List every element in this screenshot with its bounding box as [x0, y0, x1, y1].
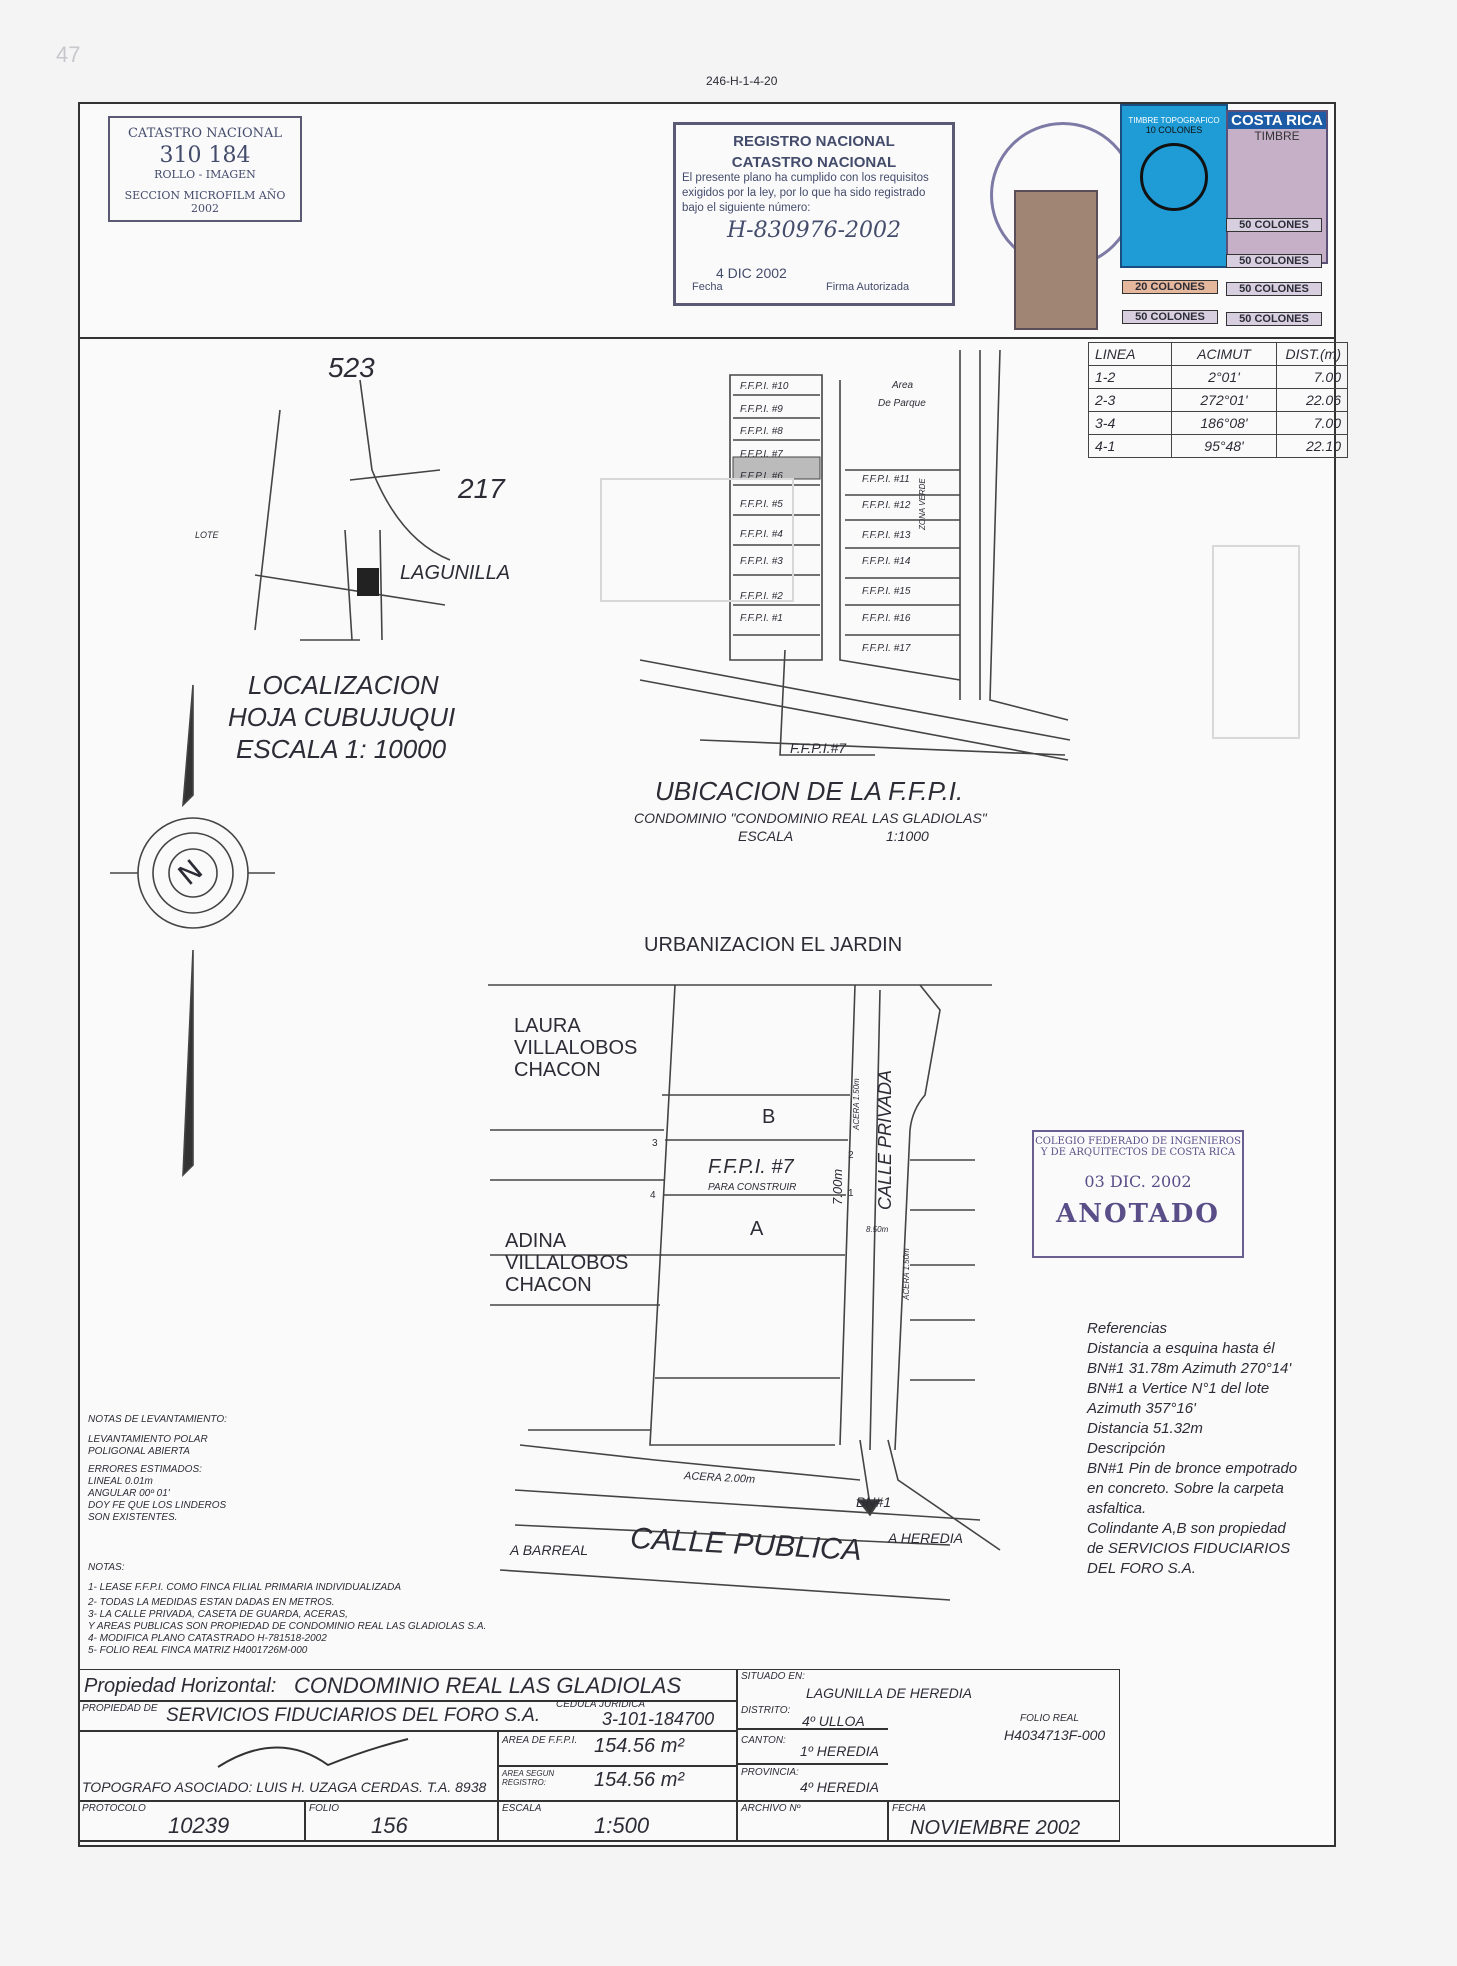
cfia-word: ANOTADO [1056, 1199, 1220, 1229]
width-850-label: 8.50m [866, 1225, 889, 1234]
lote-label: LOTE [195, 530, 219, 540]
note-line: 4- MODIFICA PLANO CATASTRADO H-781518-2002 [88, 1633, 327, 1644]
stamp-value-4: 50 COLONES [1226, 282, 1322, 296]
ref-line: Azimuth 357°16' [1087, 1400, 1196, 1417]
note-line: 5- FOLIO REAL FINCA MATRIZ H4001726M-000 [88, 1645, 308, 1656]
cell: 22.10 [1277, 435, 1348, 458]
lot-a-label: A [750, 1218, 764, 1240]
ref-line: Distancia 51.32m [1087, 1420, 1203, 1437]
propiedad-de-label: PROPIEDAD DE [82, 1703, 158, 1714]
fecha-label: FECHA [892, 1803, 926, 1814]
registro-firma-label: Firma Autorizada [826, 281, 910, 293]
condominio-name: CONDOMINIO REAL LAS GLADIOLAS [294, 1673, 682, 1698]
notas-block [88, 1562, 486, 1657]
localizacion-escala: ESCALA 1: 10000 [236, 734, 447, 764]
cfia-line2: Y DE ARQUITECTOS DE COSTA RICA [1040, 1147, 1236, 1158]
lot-label: F.F.P.I. #5 [740, 499, 783, 510]
timbre-label: TIMBRE [1254, 129, 1300, 143]
bn1-label: BN#1 [856, 1494, 892, 1510]
note-line: NOTAS DE LEVANTAMIENTO: [88, 1414, 227, 1425]
lot-label: F.F.P.I. #3 [740, 556, 783, 567]
cell: 95°48' [1172, 435, 1277, 458]
note-line: DOY FE QUE LOS LINDEROS [88, 1500, 227, 1511]
notas-levantamiento [88, 1414, 227, 1524]
note-line: SON EXISTENTES. [88, 1512, 178, 1523]
ref-line: Referencias [1087, 1320, 1168, 1337]
para-construir-label: PARA CONSTRUIR [708, 1182, 797, 1193]
note-line: POLIGONAL ABIERTA [88, 1446, 190, 1457]
adina-owner-label [505, 1230, 628, 1296]
note-line: LINEAL 0.01m [88, 1476, 153, 1487]
lot-label: F.F.P.I. #4 [740, 529, 783, 540]
registro-fecha-label: Fecha [692, 281, 723, 293]
ref-line: Colindante A,B son propiedad [1087, 1520, 1286, 1537]
catastro-stamp-line4: SECCION MICROFILM AÑO 2002 [124, 189, 286, 215]
ph-label: Propiedad Horizontal: [84, 1675, 277, 1697]
cedula-label: CEDULA JURIDICA [556, 1699, 646, 1710]
area-ffpi-value: 154.56 m² [594, 1735, 685, 1757]
cell: 2°01' [1172, 366, 1277, 389]
cell: 272°01' [1172, 389, 1277, 412]
localizacion-hoja: HOJA CUBUJUQUI [228, 702, 456, 732]
lot-main-label: F.F.P.I. #7 [708, 1156, 794, 1178]
situado-value: LAGUNILLA DE HEREDIA [806, 1685, 972, 1701]
faded-recibido-stamp [600, 478, 794, 602]
stamp-value-6: 50 COLONES [1226, 312, 1322, 326]
owner-line: CHACON [514, 1059, 601, 1081]
lot-label: F.F.P.I. #6 [740, 471, 783, 482]
note-line: ANGULAR 00º 01' [88, 1488, 170, 1499]
ref-line: Descripción [1087, 1440, 1166, 1457]
stamp-value-1: 50 COLONES [1226, 218, 1322, 232]
lots-right-column [862, 474, 910, 665]
park-area-label: Area [892, 380, 914, 391]
a-barreal-label: A BARREAL [510, 1542, 589, 1558]
ffpi7-pointer-label: F.F.P.I.#7 [790, 740, 847, 756]
acera-bottom-label: ACERA 1.50m [902, 1248, 911, 1300]
lot-label: F.F.P.I. #12 [862, 500, 911, 511]
stamp-value-5: 50 COLONES [1122, 310, 1218, 324]
vertex-3: 3 [652, 1138, 658, 1149]
ref-line: Distancia a esquina hasta él [1087, 1340, 1275, 1357]
zona-verde-label: ZONA VERDE [918, 478, 927, 530]
cell: 3-4 [1089, 412, 1172, 435]
ref-line: BN#1 a Vertice N°1 del lote [1087, 1380, 1270, 1397]
provincia-label: PROVINCIA: [741, 1767, 799, 1778]
escala-value: 1:500 [594, 1813, 650, 1838]
ubicacion-escala-value: 1:1000 [886, 828, 929, 844]
registro-title1: REGISTRO NACIONAL [733, 133, 895, 150]
referencias-block [1087, 1319, 1297, 1579]
cedula-value: 3-101-184700 [602, 1709, 715, 1729]
laura-owner-label [514, 1015, 637, 1081]
catastro-stamp-number: 310 184 [159, 143, 251, 168]
registro-date: 4 DIC 2002 [716, 265, 787, 281]
acera-200-label: ACERA 2.00m [683, 1470, 756, 1486]
cfia-anotado-stamp [1032, 1130, 1244, 1258]
cfia-line1: COLEGIO FEDERADO DE INGENIEROS [1035, 1136, 1241, 1147]
note-line: NOTAS: [88, 1562, 125, 1573]
cfia-date: 03 DIC. 2002 [1084, 1172, 1192, 1191]
note-line: 2- TODAS LA MEDIDAS ESTAN DADAS EN METROS. [88, 1597, 335, 1608]
fecha-value: NOVIEMBRE 2002 [910, 1817, 1081, 1839]
owner-line: VILLALOBOS [505, 1252, 629, 1274]
calle-publica-label: CALLE PUBLICA [629, 1521, 863, 1568]
lot-label: F.F.P.I. #11 [862, 474, 910, 485]
provincia-value: 4º HEREDIA [800, 1779, 880, 1795]
ubicacion-subtitle: CONDOMINIO "CONDOMINIO REAL LAS GLADIOLAS" [634, 810, 987, 826]
note-line: ERRORES ESTIMADOS: [88, 1464, 202, 1475]
folio-real-value: H4034713F-000 [1004, 1727, 1106, 1743]
escala-label: ESCALA [502, 1803, 542, 1814]
ubicacion-title: UBICACION DE LA F.F.P.I. [655, 776, 964, 806]
corner-mark: 47 [56, 42, 81, 67]
faded-side-stamp [1212, 545, 1300, 739]
ref-line: asfaltica. [1087, 1500, 1147, 1517]
vertex-1: 1 [848, 1188, 854, 1199]
cfia-timbre-line1: TIMBRE TOPOGRAFICO [1128, 116, 1220, 125]
localizacion-title: LOCALIZACION [248, 670, 439, 700]
road-523-label: 523 [328, 352, 375, 383]
owner-line: LAURA [514, 1015, 581, 1037]
folio-value: 156 [371, 1813, 408, 1838]
note-line: 3- LA CALLE PRIVADA, CASETA DE GUARDA, ACERAS, [88, 1609, 348, 1620]
ref-line: BN#1 31.78m Azimuth 270°14' [1087, 1360, 1292, 1377]
a-heredia-label: A HEREDIA [888, 1530, 963, 1546]
cell: 7.00 [1277, 366, 1348, 389]
vertex-4: 4 [650, 1190, 656, 1201]
park-area-label-2: De Parque [878, 398, 926, 409]
cell: 186°08' [1172, 412, 1277, 435]
folio-real-label: FOLIO REAL [1020, 1713, 1079, 1724]
title-block [78, 1669, 1120, 1843]
area-ffpi-label: AREA DE F.F.P.I. [502, 1735, 578, 1746]
folio-label: FOLIO [309, 1803, 340, 1814]
owner-line: CHACON [505, 1274, 592, 1296]
registro-title2: CATASTRO NACIONAL [731, 154, 897, 171]
lot-label: F.F.P.I. #17 [862, 643, 911, 654]
distrito-value: 4º ULLOA [802, 1713, 865, 1729]
note-line: 1- LEASE F.F.P.I. COMO FINCA FILIAL PRIMARIA INDIVIDUALIZADA [88, 1582, 402, 1593]
lot-label: F.F.P.I. #7 [740, 448, 783, 460]
cfia-timbre-line2: 10 COLONES [1145, 125, 1203, 135]
azimuth-header-acimut: ACIMUT [1172, 343, 1277, 366]
calle-privada-label: CALLE PRIVADA [875, 1069, 895, 1210]
cell: 1-2 [1089, 366, 1172, 389]
lot-b-label: B [762, 1106, 776, 1128]
lot-label: F.F.P.I. #2 [740, 591, 783, 602]
topografo-line: TOPOGRAFO ASOCIADO: LUIS H. UZAGA CERDAS. T.A. 8938 [82, 1779, 487, 1795]
archivo-label: ARCHIVO Nº [741, 1803, 801, 1814]
area-registro-label: AREA SEGUN REGISTRO: [502, 1769, 555, 1787]
owner-line: ADINA [505, 1230, 567, 1252]
lot-label: F.F.P.I. #15 [862, 586, 911, 597]
north-neighbor-label: URBANIZACION EL JARDIN [644, 934, 903, 956]
azimuth-header-linea: LINEA [1089, 343, 1172, 366]
ref-line: de SERVICIOS FIDUCIARIOS [1087, 1540, 1291, 1557]
registro-body: El presente plano ha cumplido con los requisitos exigidos por la ley, por lo que ha sido registrado bajo el siguiente número: [682, 172, 929, 214]
cell: 4-1 [1089, 435, 1172, 458]
catastro-stamp-line3: ROLLO - IMAGEN [154, 168, 256, 181]
stamp-value-3: 20 COLONES [1122, 280, 1218, 294]
ubicacion-escala-label: ESCALA [738, 828, 794, 844]
note-line: LEVANTAMIENTO POLAR [88, 1434, 208, 1445]
protocolo-label: PROTOCOLO [82, 1803, 146, 1814]
canton-label: CANTON: [741, 1735, 786, 1746]
road-217-label: 217 [458, 473, 505, 504]
area-registro-value: 154.56 m² [594, 1769, 685, 1791]
owner-line: VILLALOBOS [514, 1037, 638, 1059]
owner-name: SERVICIOS FIDUCIARIOS DEL FORO S.A. [166, 1705, 541, 1726]
cell: 2-3 [1089, 389, 1172, 412]
vertex-2: 2 [848, 1150, 854, 1161]
situado-label: SITUADO EN: [741, 1671, 805, 1682]
acera-top-label: ACERA 1.50m [852, 1078, 861, 1130]
distrito-label: DISTRITO: [741, 1705, 791, 1716]
stamp-value-2: 50 COLONES [1226, 254, 1322, 268]
lot-label: F.F.P.I. #16 [862, 613, 911, 624]
lot-label: F.F.P.I. #10 [740, 381, 789, 392]
sheet-code: 246-H-1-4-20 [706, 74, 778, 88]
costa-rica-label: COSTA RICA [1228, 112, 1326, 129]
cell: 22.06 [1277, 389, 1348, 412]
catastro-stamp-line1: CATASTRO NACIONAL [127, 126, 283, 141]
cell: 7.00 [1277, 412, 1348, 435]
protocolo-value: 10239 [168, 1813, 230, 1838]
lagunilla-label: LAGUNILLA [400, 562, 511, 584]
azimuth-header-dist: DIST.(m) [1277, 343, 1348, 366]
canton-value: 1º HEREDIA [800, 1743, 880, 1759]
registro-number: H-830976-2002 [726, 218, 902, 243]
ref-line: en concreto. Sobre la carpeta [1087, 1480, 1284, 1497]
north-arrow-letter: N [171, 853, 210, 892]
ref-line: BN#1 Pin de bronce empotrado [1087, 1460, 1298, 1477]
dim-side-label: 7.00m [830, 1168, 845, 1205]
lot-label: F.F.P.I. #13 [862, 530, 911, 541]
lot-label: F.F.P.I. #1 [740, 613, 783, 624]
lot-label: F.F.P.I. #14 [862, 556, 911, 567]
ref-line: DEL FORO S.A. [1087, 1560, 1196, 1577]
lot-label: F.F.P.I. #8 [740, 426, 783, 437]
note-line: Y AREAS PUBLICAS SON PROPIEDAD DE CONDOMINIO REAL LAS GLADIOLAS S.A. [88, 1621, 487, 1632]
lot-label: F.F.P.I. #9 [740, 403, 783, 415]
